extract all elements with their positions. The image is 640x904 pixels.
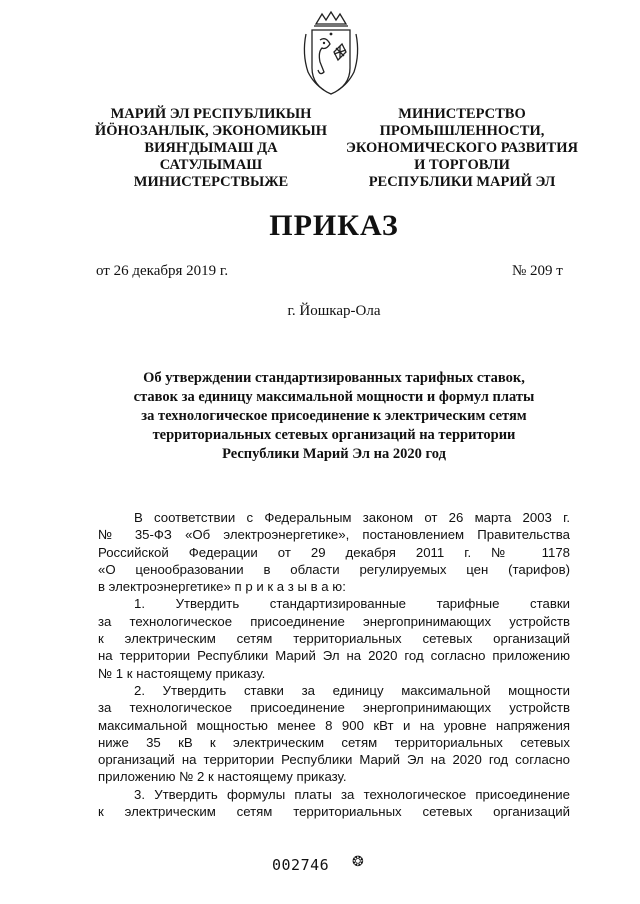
serial-ornament-icon: ❂ [352,855,364,870]
body-line: приложению № 2 к настоящему приказу. [98,769,347,785]
order-title [80,369,588,464]
body-line: организаций на территории Республики Марий Эл на 2020 год согласно [98,752,570,768]
header-left-line: ВИЯҤДЫМАШ ДА [144,140,278,156]
body-line: ниже 35 кВ к электрическим сетям территориальных сетевых [98,734,570,750]
body-line: 2. Утвердить ставки за единицу максимальной мощности [134,682,570,698]
body-line: за технологическое присоединение энергопринимающих устройств [98,700,570,716]
paragraph-item-1 [98,595,570,681]
paragraph-item-3 [98,786,570,821]
header-right-line: РЕСПУБЛИКИ МАРИЙ ЭЛ [368,174,556,190]
body-line: 3. Утвердить формулы платы за технологическое присоединение [134,786,570,802]
body-line: на территории Республики Марий Эл на 2020 год согласно приложению [98,648,570,664]
paragraph-preamble [98,509,570,595]
body-line: № 1 к настоящему приказу. [98,665,266,681]
header-left-line: МАРИЙ ЭЛ РЕСПУБЛИКЫН [110,106,312,122]
header-right-ministry-russian [334,106,590,191]
city: г. Йошкар-Ола [287,303,381,319]
header-left-line: САТУЛЫМАШ [159,157,263,173]
order-number: № 209 т [512,263,563,279]
header-left-line: МИНИСТЕРСТВЫЖЕ [133,174,289,190]
header-right-line: ЭКОНОМИЧЕСКОГО РАЗВИТИЯ [346,140,578,156]
document-type-heading: ПРИКАЗ [269,209,399,242]
coat-of-arms-emblem [300,10,362,96]
body-line: В соответствии с Федеральным законом от 26 марта 2003 г. [134,510,570,525]
order-body [98,509,570,820]
header-right-line: И ТОРГОВЛИ [414,157,510,173]
body-line: № 35-ФЗ «Об электроэнергетике», постановлением Правительства [98,527,570,543]
form-serial-number: 002746 [272,856,330,874]
body-line: 1. Утвердить стандартизированные тарифные ставки [134,596,570,612]
body-line: «О ценообразовании в области регулируемых цен (тарифов) [98,561,570,577]
body-line: к электрическим сетям территориальных сетевых организаций [98,631,570,647]
order-date: от 26 декабря 2019 г. [96,263,229,279]
body-line: Российской Федерации от 29 декабря 2011 г. № 1178 [98,544,570,560]
title-line: Республики Марий Эл на 2020 год [222,446,446,462]
title-line: ставок за единицу максимальной мощности и формул платы [133,389,535,405]
body-line: к электрическим сетям территориальных сетевых организаций [98,804,570,820]
body-line: в электроэнергетике» п р и к а з ы в а ю: [98,579,346,595]
title-line: Об утверждении стандартизированных тарифных ставок, [143,370,525,386]
paragraph-item-2 [98,682,570,786]
header-right-line: ПРОМЫШЛЕННОСТИ, [379,123,545,139]
body-line: за технологическое присоединение энергопринимающих устройств [98,613,570,629]
body-line: максимальной мощностью менее 8 900 кВт и на уровне напряжения [98,717,570,733]
header-left-ministry-mari [86,106,336,191]
title-line: за технологическое присоединение к электрическим сетям [141,408,527,424]
header-left-line: ЙӦНОЗАНЛЫК, ЭКОНОМИКЫН [94,123,328,139]
header-right-line: МИНИСТЕРСТВО [398,106,526,122]
title-line: территориальных сетевых организаций на территории [152,427,516,443]
